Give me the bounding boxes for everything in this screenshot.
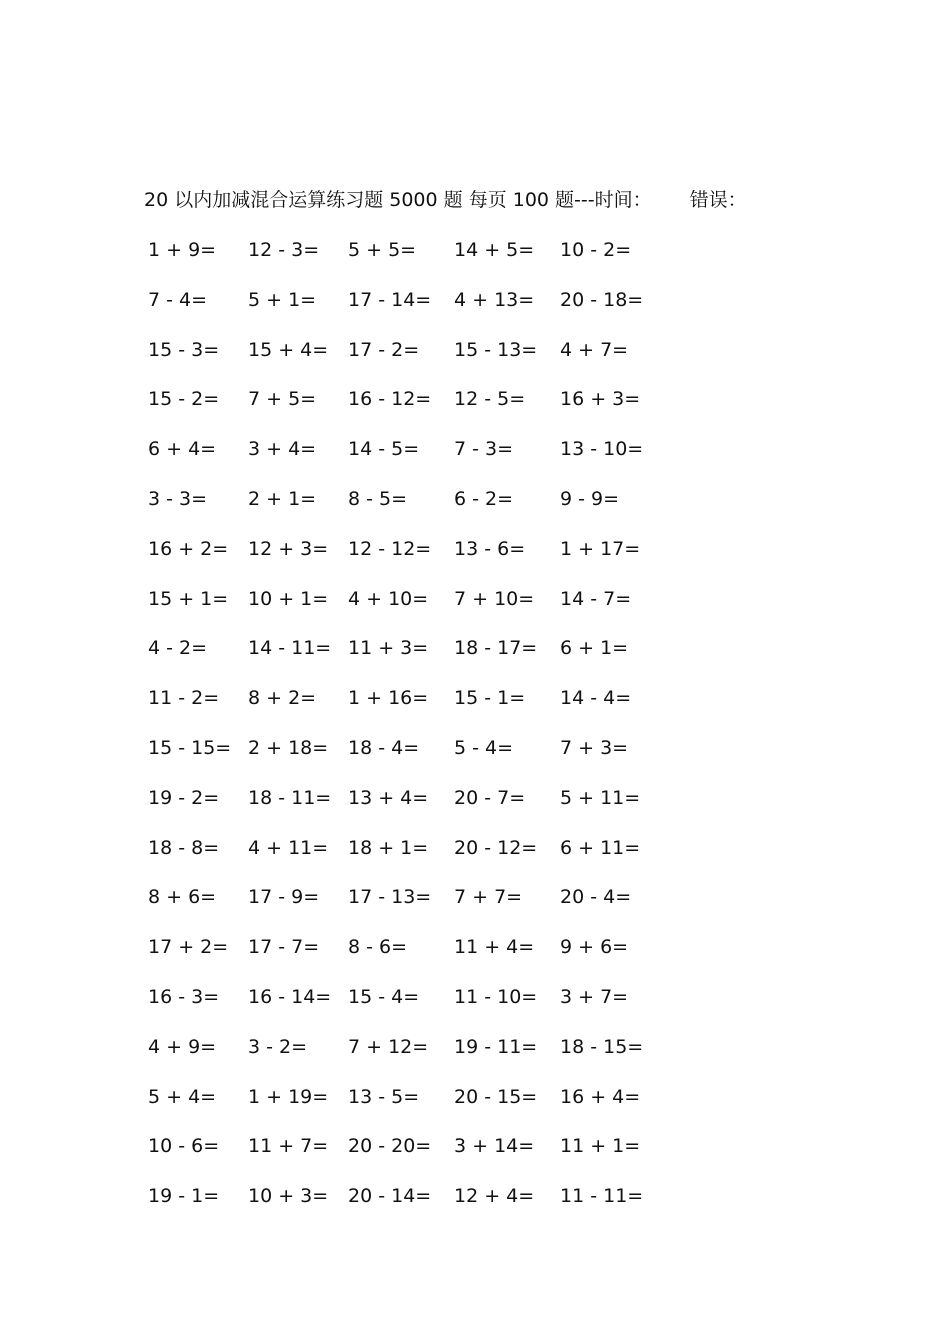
problem-row xyxy=(140,734,700,784)
math-problem: 17 - 14= xyxy=(348,288,432,311)
worksheet-header xyxy=(144,186,747,214)
problem-row xyxy=(140,1132,700,1182)
math-problem: 20 - 7= xyxy=(454,786,526,809)
math-problem: 16 - 3= xyxy=(148,985,220,1008)
problem-row xyxy=(140,883,700,933)
math-problem: 5 + 4= xyxy=(148,1085,217,1108)
math-problem: 7 + 10= xyxy=(454,587,535,610)
problem-row xyxy=(140,286,700,336)
math-problem: 18 - 17= xyxy=(454,637,538,660)
math-problem: 13 - 5= xyxy=(348,1085,420,1108)
math-problem: 8 - 5= xyxy=(348,487,408,510)
math-problem: 4 + 13= xyxy=(454,288,535,311)
problem-row xyxy=(140,634,700,684)
math-problem: 4 - 2= xyxy=(148,637,208,660)
problem-row xyxy=(140,336,700,386)
math-problem: 7 + 5= xyxy=(248,388,317,411)
math-problem: 11 - 2= xyxy=(148,687,220,710)
math-problem: 6 + 11= xyxy=(560,836,641,859)
problem-row xyxy=(140,1033,700,1083)
math-problem: 19 - 1= xyxy=(148,1185,220,1208)
math-problem: 14 - 5= xyxy=(348,438,420,461)
math-problem: 15 - 15= xyxy=(148,736,232,759)
math-problem: 7 + 7= xyxy=(454,886,523,909)
math-problem: 3 + 4= xyxy=(248,438,317,461)
problem-row xyxy=(140,485,700,535)
math-problem: 18 + 1= xyxy=(348,836,429,859)
math-problem: 19 - 11= xyxy=(454,1035,538,1058)
math-problem: 9 - 9= xyxy=(560,487,620,510)
problem-row xyxy=(140,933,700,983)
math-problem: 13 + 4= xyxy=(348,786,429,809)
math-problem: 4 + 10= xyxy=(348,587,429,610)
math-problem: 12 - 5= xyxy=(454,388,526,411)
problem-row xyxy=(140,1083,700,1133)
math-problem: 18 - 8= xyxy=(148,836,220,859)
math-problem: 14 - 11= xyxy=(248,637,332,660)
math-problem: 16 + 3= xyxy=(560,388,641,411)
math-problem: 7 + 3= xyxy=(560,736,629,759)
math-problem: 17 - 2= xyxy=(348,338,420,361)
math-problem: 9 + 6= xyxy=(560,936,629,959)
math-problem: 17 + 2= xyxy=(148,936,229,959)
math-problem: 16 + 2= xyxy=(148,537,229,560)
math-problem: 12 - 12= xyxy=(348,537,432,560)
problem-row xyxy=(140,385,700,435)
math-problem: 10 + 1= xyxy=(248,587,329,610)
math-problem: 13 - 10= xyxy=(560,438,644,461)
math-problem: 6 + 4= xyxy=(148,438,217,461)
math-problem: 4 + 9= xyxy=(148,1035,217,1058)
math-problem: 15 - 3= xyxy=(148,338,220,361)
worksheet-title: 20 以内加减混合运算练习题 5000 题 每页 100 题---时间： xyxy=(144,189,652,211)
math-problem: 6 + 1= xyxy=(560,637,629,660)
math-problem: 2 + 1= xyxy=(248,487,317,510)
math-problem: 4 + 11= xyxy=(248,836,329,859)
math-problem: 12 + 3= xyxy=(248,537,329,560)
math-problem: 3 + 7= xyxy=(560,985,629,1008)
math-problem: 3 - 3= xyxy=(148,487,208,510)
math-problem: 7 - 3= xyxy=(454,438,514,461)
math-problem: 20 - 20= xyxy=(348,1135,432,1158)
math-problem: 15 + 1= xyxy=(148,587,229,610)
problem-row xyxy=(140,435,700,485)
math-problem: 5 + 11= xyxy=(560,786,641,809)
math-problem: 11 + 7= xyxy=(248,1135,329,1158)
math-problem: 5 - 4= xyxy=(454,736,514,759)
math-problem: 20 - 18= xyxy=(560,288,644,311)
problem-row xyxy=(140,585,700,635)
math-problem: 15 - 4= xyxy=(348,985,420,1008)
math-problem: 18 - 15= xyxy=(560,1035,644,1058)
math-problem: 14 - 7= xyxy=(560,587,632,610)
math-problem: 8 + 6= xyxy=(148,886,217,909)
math-problem: 12 + 4= xyxy=(454,1185,535,1208)
math-problem: 8 - 6= xyxy=(348,936,408,959)
math-problem: 11 + 3= xyxy=(348,637,429,660)
math-problem: 8 + 2= xyxy=(248,687,317,710)
problem-grid xyxy=(140,236,700,1232)
math-problem: 18 - 4= xyxy=(348,736,420,759)
problem-row xyxy=(140,983,700,1033)
math-problem: 15 - 1= xyxy=(454,687,526,710)
math-problem: 1 + 17= xyxy=(560,537,641,560)
math-problem: 16 + 4= xyxy=(560,1085,641,1108)
math-problem: 3 - 2= xyxy=(248,1035,308,1058)
problem-row xyxy=(140,834,700,884)
math-problem: 17 - 9= xyxy=(248,886,320,909)
math-problem: 3 + 14= xyxy=(454,1135,535,1158)
math-problem: 10 - 6= xyxy=(148,1135,220,1158)
math-problem: 17 - 7= xyxy=(248,936,320,959)
errors-label: 错误： xyxy=(689,189,747,211)
math-problem: 20 - 12= xyxy=(454,836,538,859)
problem-row xyxy=(140,684,700,734)
math-problem: 11 - 10= xyxy=(454,985,538,1008)
math-problem: 10 + 3= xyxy=(248,1185,329,1208)
math-problem: 19 - 2= xyxy=(148,786,220,809)
math-problem: 1 + 19= xyxy=(248,1085,329,1108)
problem-row xyxy=(140,236,700,286)
problem-row xyxy=(140,1182,700,1232)
math-problem: 2 + 18= xyxy=(248,736,329,759)
math-problem: 5 + 5= xyxy=(348,239,417,261)
math-problem: 4 + 7= xyxy=(560,338,629,361)
math-problem: 16 - 12= xyxy=(348,388,432,411)
math-problem: 11 + 1= xyxy=(560,1135,641,1158)
math-problem: 11 - 11= xyxy=(560,1185,644,1208)
problem-row xyxy=(140,535,700,585)
math-problem: 20 - 4= xyxy=(560,886,632,909)
math-problem: 10 - 2= xyxy=(560,239,632,261)
math-problem: 15 - 2= xyxy=(148,388,220,411)
math-problem: 5 + 1= xyxy=(248,288,317,311)
math-problem: 17 - 13= xyxy=(348,886,432,909)
problem-row xyxy=(140,784,700,834)
math-problem: 15 - 13= xyxy=(454,338,538,361)
math-problem: 13 - 6= xyxy=(454,537,526,560)
math-problem: 12 - 3= xyxy=(248,239,320,261)
math-problem: 20 - 14= xyxy=(348,1185,432,1208)
math-problem: 6 - 2= xyxy=(454,487,514,510)
math-problem: 14 - 4= xyxy=(560,687,632,710)
math-problem: 7 - 4= xyxy=(148,288,208,311)
math-problem: 18 - 11= xyxy=(248,786,332,809)
math-problem: 15 + 4= xyxy=(248,338,329,361)
math-problem: 14 + 5= xyxy=(454,239,535,261)
math-problem: 20 - 15= xyxy=(454,1085,538,1108)
math-problem: 1 + 9= xyxy=(148,239,217,261)
math-problem: 11 + 4= xyxy=(454,936,535,959)
math-problem: 7 + 12= xyxy=(348,1035,429,1058)
math-problem: 16 - 14= xyxy=(248,985,332,1008)
math-problem: 1 + 16= xyxy=(348,687,429,710)
